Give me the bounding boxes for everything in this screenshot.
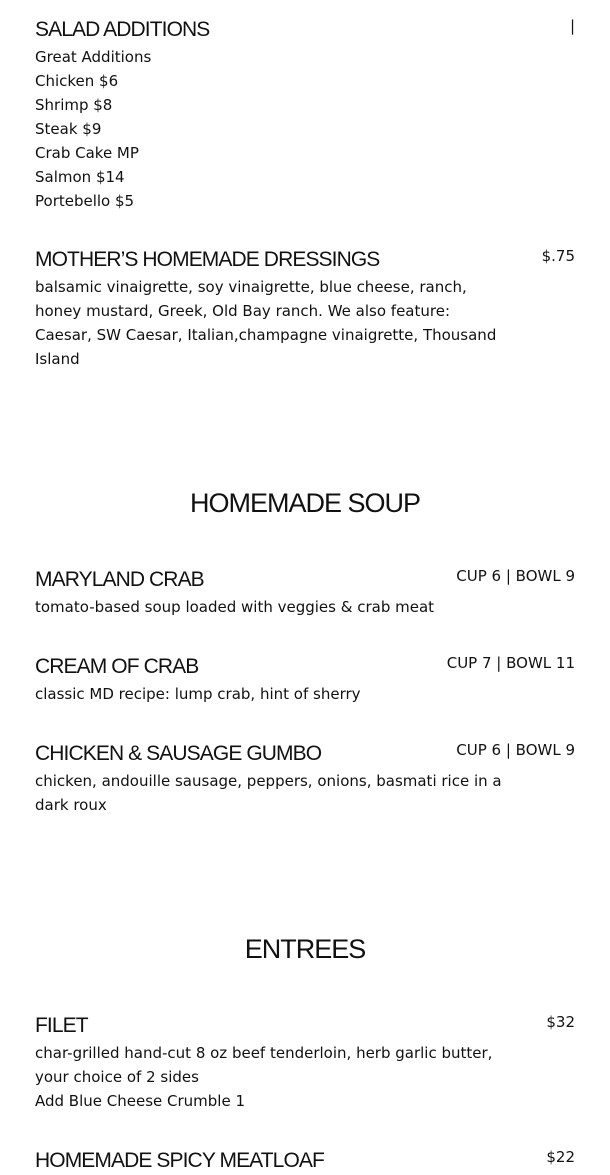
description-line: classic MD recipe: lump crab, hint of sherry — [35, 685, 361, 703]
item-price: | — [569, 17, 575, 35]
description-line: balsamic vinaigrette, soy vinaigrette, blue cheese, ranch, — [35, 278, 467, 296]
description-line: Island — [35, 350, 80, 368]
menu-item-maryland-crab — [35, 566, 575, 619]
addition-line: Crab Cake MP — [35, 144, 139, 162]
item-name: HOMEMADE SPICY MEATLOAF — [35, 1149, 324, 1172]
description-line: your choice of 2 sides — [35, 1068, 199, 1086]
description-line: char-grilled hand-cut 8 oz beef tenderloin, herb garlic butter, — [35, 1044, 493, 1062]
item-description — [35, 682, 530, 706]
item-name: CHICKEN & SAUSAGE GUMBO — [35, 742, 322, 765]
description-line: Caesar, SW Caesar, Italian,champagne vinaigrette, Thousand — [35, 326, 497, 344]
item-price: $22 — [546, 1148, 575, 1166]
menu-item-spicy-meatloaf — [35, 1147, 575, 1175]
addition-line: Steak $9 — [35, 120, 102, 138]
item-name: FILET — [35, 1014, 88, 1037]
menu-item-salad-additions — [35, 16, 575, 213]
section-title-entrees: ENTREES — [244, 934, 366, 964]
menu-item-filet — [35, 1012, 575, 1113]
item-name: MARYLAND CRAB — [35, 568, 204, 591]
menu-item-chicken-sausage-gumbo — [35, 740, 575, 817]
addition-line: Great Additions — [35, 48, 152, 66]
addition-line: Chicken $6 — [35, 72, 119, 90]
item-description — [35, 1041, 530, 1113]
item-price: $.75 — [541, 247, 575, 265]
item-description — [35, 45, 530, 213]
menu-item-cream-of-crab — [35, 653, 575, 706]
item-name: CREAM OF CRAB — [35, 655, 199, 678]
menu-item-dressings — [35, 246, 575, 371]
item-price: $32 — [546, 1013, 575, 1031]
item-price: CUP 6 | BOWL 9 — [456, 741, 575, 759]
addition-line: Shrimp $8 — [35, 96, 113, 114]
description-line: chicken, andouille sausage, peppers, onions, basmati rice in a — [35, 772, 502, 790]
section-title-soup: HOMEMADE SOUP — [189, 488, 421, 518]
item-name: SALAD ADDITIONS — [35, 18, 210, 41]
addition-line: Portebello $5 — [35, 192, 135, 210]
item-description — [35, 595, 530, 619]
addition-line: Salmon $14 — [35, 168, 125, 186]
description-line: tomato-based soup loaded with veggies & crab meat — [35, 598, 435, 616]
item-price: CUP 7 | BOWL 11 — [446, 654, 575, 672]
item-price: CUP 6 | BOWL 9 — [456, 567, 575, 585]
description-line: dark roux — [35, 796, 107, 814]
description-line: Add Blue Cheese Crumble 1 — [35, 1092, 246, 1110]
item-name: MOTHER’S HOMEMADE DRESSINGS — [35, 248, 380, 271]
description-line: honey mustard, Greek, Old Bay ranch. We also feature: — [35, 302, 450, 320]
item-description — [35, 769, 530, 817]
item-description — [35, 275, 530, 371]
